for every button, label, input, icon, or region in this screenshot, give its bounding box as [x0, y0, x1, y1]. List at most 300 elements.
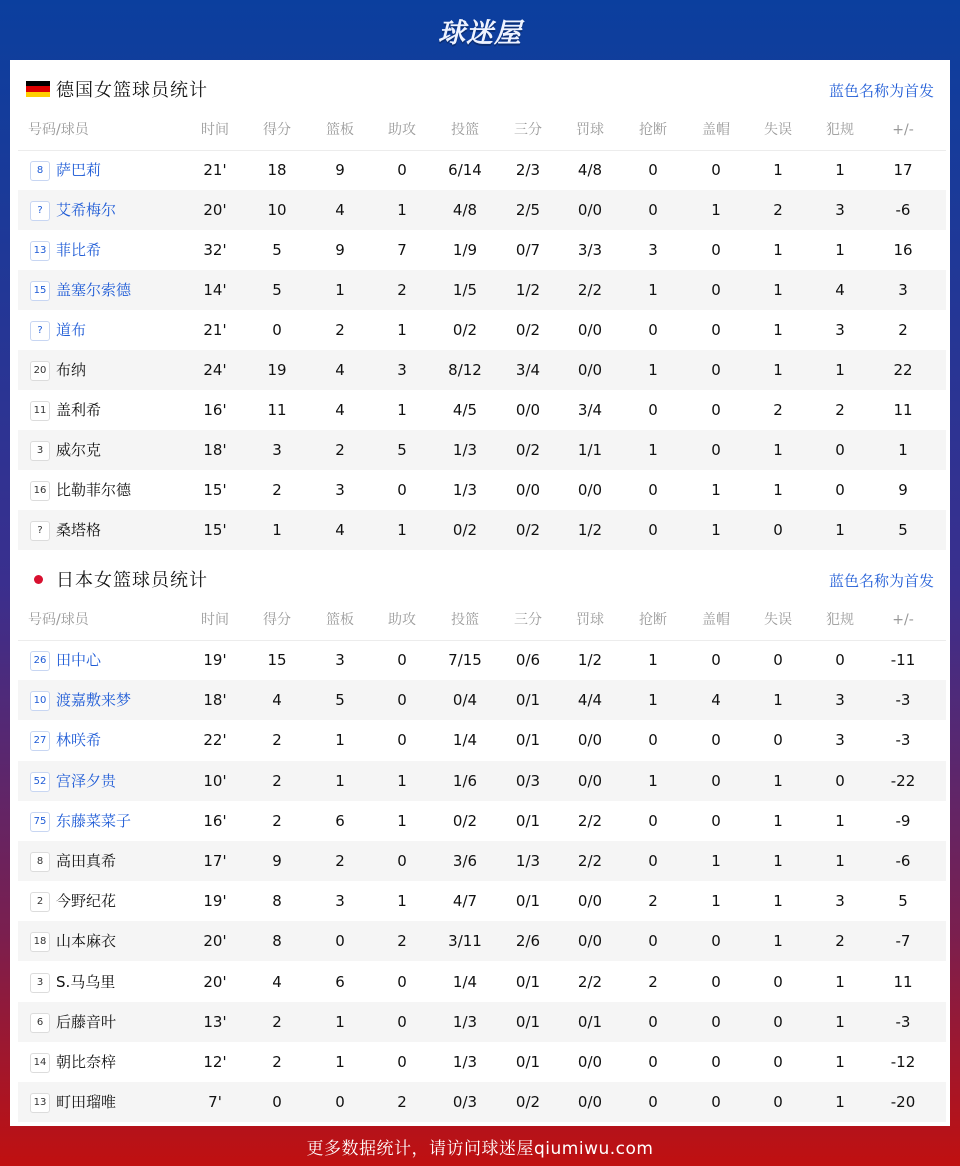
- table-row: [18, 230, 946, 270]
- stat-fouls: 1: [835, 241, 845, 259]
- japan-flag-icon: [26, 571, 50, 587]
- column-header: 篮板: [326, 122, 354, 138]
- jersey-number-badge: 13: [30, 241, 50, 261]
- stat-steals: 0: [648, 1012, 658, 1031]
- stat-minutes: 20': [203, 932, 227, 951]
- stat-rebounds: 1: [335, 281, 345, 299]
- column-header: 篮板: [326, 612, 354, 628]
- germany-starter-note: 蓝色名称为首发: [828, 82, 934, 100]
- stat-assists: 1: [397, 521, 407, 539]
- stat-free-throws: 3/3: [577, 241, 603, 259]
- player-name[interactable]: 今野纪花: [56, 892, 117, 911]
- stat-minutes: 15': [203, 481, 227, 499]
- stat-assists: 7: [397, 241, 407, 259]
- stat-rebounds: 1: [335, 1012, 345, 1031]
- stat-three-pointers: 0/7: [515, 241, 541, 259]
- jersey-number-badge: 16: [30, 481, 50, 501]
- stat-free-throws: 0/0: [577, 481, 603, 499]
- stat-rebounds: 4: [335, 401, 345, 419]
- stat-three-pointers: 0/1: [515, 1053, 541, 1071]
- stat-points: 11: [267, 401, 287, 419]
- stat-free-throws: 2/2: [577, 811, 603, 830]
- stat-field-goals: 4/8: [452, 201, 478, 219]
- stat-plus-minus: 17: [893, 161, 913, 179]
- stat-rebounds: 4: [335, 201, 345, 219]
- stat-points: 2: [272, 481, 282, 499]
- player-name[interactable]: 桑塔格: [56, 521, 102, 539]
- stat-blocks: 0: [711, 441, 721, 459]
- stat-blocks: 0: [711, 771, 721, 790]
- germany-title: 德国女篮球员统计: [56, 80, 208, 101]
- stat-assists: 2: [397, 281, 407, 299]
- stat-three-pointers: 0/1: [515, 892, 541, 911]
- stat-blocks: 0: [711, 972, 721, 991]
- stat-three-pointers: 0/1: [515, 811, 541, 830]
- stat-rebounds: 2: [335, 441, 345, 459]
- stat-blocks: 0: [711, 1012, 721, 1031]
- stat-steals: 2: [648, 972, 658, 991]
- stat-points: 3: [272, 441, 282, 459]
- stat-blocks: 1: [711, 481, 721, 499]
- stat-points: 18: [267, 161, 287, 179]
- player-name[interactable]: 东藤菜菜子: [56, 811, 132, 830]
- stat-points: 2: [272, 1012, 282, 1031]
- stat-minutes: 19': [203, 892, 227, 911]
- stat-field-goals: 1/3: [452, 1012, 478, 1031]
- jersey-number-badge: 75: [30, 812, 50, 832]
- player-name[interactable]: 比勒菲尔德: [56, 481, 132, 499]
- stat-field-goals: 1/3: [452, 441, 478, 459]
- footer-banner[interactable]: [0, 1126, 960, 1166]
- stat-three-pointers: 0/1: [515, 1012, 541, 1031]
- japan-title: 日本女篮球员统计: [56, 570, 208, 591]
- stat-minutes: 16': [203, 811, 227, 830]
- stat-plus-minus: 16: [893, 241, 913, 259]
- stat-field-goals: 3/11: [448, 932, 482, 951]
- jersey-number-badge: 11: [30, 401, 50, 421]
- stat-assists: 0: [397, 972, 407, 991]
- stat-turnovers: 2: [773, 401, 783, 419]
- stat-rebounds: 3: [335, 651, 345, 669]
- column-header: 犯规: [826, 612, 854, 628]
- stat-points: 8: [272, 892, 282, 911]
- player-name[interactable]: 艾希梅尔: [56, 201, 117, 219]
- jersey-number-badge: 52: [30, 772, 50, 792]
- stat-three-pointers: 0/1: [515, 972, 541, 991]
- stat-rebounds: 4: [335, 361, 345, 379]
- stat-field-goals: 1/4: [452, 972, 478, 991]
- stat-three-pointers: 0/1: [515, 691, 541, 710]
- stat-minutes: 22': [203, 731, 227, 750]
- column-header: 失误: [764, 122, 792, 138]
- stat-minutes: 20': [203, 972, 227, 991]
- stat-plus-minus: -6: [895, 201, 911, 219]
- column-header: +/-: [892, 612, 914, 628]
- stat-rebounds: 6: [335, 811, 345, 830]
- stat-fouls: 1: [835, 521, 845, 539]
- stat-three-pointers: 0/6: [515, 651, 541, 669]
- player-name[interactable]: 布纳: [56, 361, 87, 379]
- stat-free-throws: 2/2: [577, 852, 603, 870]
- japan-column-header-row: [18, 600, 946, 641]
- player-name[interactable]: 山本麻衣: [56, 932, 117, 951]
- stat-turnovers: 0: [773, 521, 783, 539]
- column-header: 助攻: [388, 122, 416, 138]
- stat-assists: 2: [397, 1093, 407, 1112]
- column-header: 投篮: [451, 612, 479, 628]
- stat-assists: 1: [397, 811, 407, 830]
- stat-points: 1: [272, 521, 282, 539]
- stat-plus-minus: -3: [895, 1012, 911, 1031]
- column-header: 得分: [263, 122, 291, 138]
- stat-free-throws: 1/2: [577, 521, 603, 539]
- jersey-number-badge: 20: [30, 361, 50, 381]
- stat-minutes: 19': [203, 651, 227, 669]
- stat-rebounds: 9: [335, 241, 345, 259]
- stat-field-goals: 0/2: [452, 321, 478, 339]
- stat-points: 2: [272, 731, 282, 750]
- stat-plus-minus: -22: [890, 771, 916, 790]
- stat-free-throws: 1/1: [577, 441, 603, 459]
- stat-points: 15: [267, 651, 287, 669]
- stat-blocks: 0: [711, 811, 721, 830]
- player-name[interactable]: 盖利希: [56, 401, 102, 419]
- stat-fouls: 1: [835, 161, 845, 179]
- stat-free-throws: 4/8: [577, 161, 603, 179]
- jersey-number-badge: ?: [30, 201, 50, 221]
- stat-assists: 0: [397, 481, 407, 499]
- jersey-number-badge: 27: [30, 731, 50, 751]
- stat-minutes: 14': [203, 281, 227, 299]
- stat-minutes: 10': [203, 771, 227, 790]
- column-header: 时间: [201, 122, 229, 138]
- stat-rebounds: 3: [335, 892, 345, 911]
- stat-fouls: 3: [835, 321, 845, 339]
- stat-minutes: 17': [203, 852, 227, 870]
- column-header: 抢断: [639, 612, 667, 628]
- stat-turnovers: 0: [773, 731, 783, 750]
- stat-turnovers: 1: [773, 321, 783, 339]
- column-header: 得分: [263, 612, 291, 628]
- stat-minutes: 20': [203, 201, 227, 219]
- jersey-number-badge: 2: [30, 892, 50, 912]
- table-row: [18, 310, 946, 350]
- stat-field-goals: 0/2: [452, 521, 478, 539]
- stat-three-pointers: 0/2: [515, 321, 541, 339]
- stat-minutes: 21': [203, 161, 227, 179]
- stat-turnovers: 1: [773, 481, 783, 499]
- player-name[interactable]: 田中心: [56, 651, 102, 669]
- stat-minutes: 16': [203, 401, 227, 419]
- jersey-number-badge: 8: [30, 161, 50, 181]
- stat-steals: 0: [648, 731, 658, 750]
- stat-points: 8: [272, 932, 282, 951]
- stat-three-pointers: 0/0: [515, 401, 541, 419]
- column-header: 助攻: [388, 612, 416, 628]
- stat-blocks: 1: [711, 521, 721, 539]
- germany-flag-icon: [26, 81, 50, 97]
- stat-three-pointers: 2/5: [515, 201, 541, 219]
- stat-field-goals: 1/9: [452, 241, 478, 259]
- stat-steals: 0: [648, 1053, 658, 1071]
- player-name[interactable]: 朝比奈梓: [56, 1053, 117, 1071]
- stat-steals: 1: [648, 441, 658, 459]
- stat-rebounds: 0: [335, 932, 345, 951]
- player-name[interactable]: 萨巴莉: [56, 161, 102, 179]
- jersey-number-badge: 3: [30, 441, 50, 461]
- stat-three-pointers: 2/3: [515, 161, 541, 179]
- stat-plus-minus: 9: [898, 481, 908, 499]
- stat-points: 2: [272, 811, 282, 830]
- stat-plus-minus: 22: [893, 361, 913, 379]
- player-name[interactable]: 渡嘉敷来梦: [56, 691, 132, 710]
- stat-blocks: 0: [711, 1053, 721, 1071]
- column-header: 三分: [514, 612, 542, 628]
- stat-rebounds: 0: [335, 1093, 345, 1112]
- column-header: 三分: [514, 122, 542, 138]
- stat-fouls: 3: [835, 892, 845, 911]
- stat-assists: 0: [397, 651, 407, 669]
- column-header: 投篮: [451, 122, 479, 138]
- stat-rebounds: 4: [335, 521, 345, 539]
- column-header: 号码/球员: [28, 612, 89, 628]
- stat-steals: 2: [648, 892, 658, 911]
- stat-plus-minus: 11: [893, 401, 913, 419]
- jersey-number-badge: 3: [30, 973, 50, 993]
- stat-free-throws: 0/0: [577, 771, 603, 790]
- player-name[interactable]: 林咲希: [56, 731, 102, 750]
- stat-free-throws: 0/0: [577, 201, 603, 219]
- stat-free-throws: 1/2: [577, 651, 603, 669]
- table-row: [18, 640, 946, 680]
- column-header: +/-: [892, 122, 914, 138]
- stat-steals: 1: [648, 771, 658, 790]
- stat-plus-minus: -6: [895, 852, 911, 870]
- stat-field-goals: 4/5: [452, 401, 478, 419]
- stat-three-pointers: 1/2: [515, 281, 541, 299]
- stat-field-goals: 7/15: [448, 651, 482, 669]
- stat-turnovers: 1: [773, 161, 783, 179]
- stat-assists: 1: [397, 321, 407, 339]
- table-row: [18, 720, 946, 760]
- stat-blocks: 4: [711, 691, 721, 710]
- stat-rebounds: 1: [335, 731, 345, 750]
- stat-minutes: 15': [203, 521, 227, 539]
- stat-blocks: 1: [711, 201, 721, 219]
- table-row: [18, 881, 946, 921]
- stat-field-goals: 1/3: [452, 1053, 478, 1071]
- stat-steals: 1: [648, 361, 658, 379]
- table-row: [18, 801, 946, 841]
- top-bar: [0, 0, 960, 60]
- stat-minutes: 24': [203, 361, 227, 379]
- table-row: [18, 510, 946, 550]
- stat-blocks: 0: [711, 241, 721, 259]
- stat-points: 9: [272, 852, 282, 870]
- player-name[interactable]: 后藤音叶: [56, 1012, 117, 1031]
- stat-field-goals: 0/4: [452, 691, 478, 710]
- stat-assists: 3: [397, 361, 407, 379]
- stat-turnovers: 0: [773, 1053, 783, 1071]
- stat-free-throws: 0/0: [577, 361, 603, 379]
- jersey-number-badge: 15: [30, 281, 50, 301]
- jersey-number-badge: 26: [30, 651, 50, 671]
- stat-points: 5: [272, 281, 282, 299]
- stat-plus-minus: -9: [895, 811, 911, 830]
- player-name[interactable]: 高田真希: [56, 852, 117, 870]
- stat-turnovers: 0: [773, 1012, 783, 1031]
- stat-assists: 0: [397, 731, 407, 750]
- stat-plus-minus: -7: [895, 932, 911, 951]
- column-header: 盖帽: [702, 612, 730, 628]
- stat-rebounds: 6: [335, 972, 345, 991]
- stat-fouls: 1: [835, 972, 845, 991]
- stat-steals: 0: [648, 932, 658, 951]
- stat-blocks: 0: [711, 161, 721, 179]
- stat-free-throws: 0/0: [577, 1093, 603, 1112]
- japan-starter-note: 蓝色名称为首发: [828, 572, 934, 590]
- stat-turnovers: 1: [773, 892, 783, 911]
- stat-fouls: 1: [835, 1093, 845, 1112]
- stat-turnovers: 0: [773, 651, 783, 669]
- stat-assists: 1: [397, 892, 407, 911]
- player-name[interactable]: 菲比希: [56, 241, 102, 259]
- stat-assists: 5: [397, 441, 407, 459]
- stat-assists: 0: [397, 1012, 407, 1031]
- player-name[interactable]: 道布: [56, 321, 87, 339]
- table-row: [18, 962, 946, 1002]
- stat-three-pointers: 0/2: [515, 1093, 541, 1112]
- jersey-number-badge: 14: [30, 1053, 50, 1073]
- player-name[interactable]: 盖塞尔索德: [56, 281, 132, 299]
- table-row: [18, 390, 946, 430]
- stat-assists: 0: [397, 852, 407, 870]
- stat-plus-minus: 1: [898, 441, 908, 459]
- column-header: 失误: [764, 612, 792, 628]
- stat-three-pointers: 0/1: [515, 731, 541, 750]
- stat-field-goals: 3/6: [452, 852, 478, 870]
- stat-minutes: 32': [203, 241, 227, 259]
- jersey-number-badge: 10: [30, 691, 50, 711]
- stat-field-goals: 1/6: [452, 771, 478, 790]
- stat-blocks: 0: [711, 1093, 721, 1112]
- stat-plus-minus: -3: [895, 691, 911, 710]
- stat-turnovers: 0: [773, 1093, 783, 1112]
- stat-minutes: 18': [203, 441, 227, 459]
- stat-field-goals: 1/3: [452, 481, 478, 499]
- player-name[interactable]: 威尔克: [56, 441, 102, 459]
- stat-free-throws: 0/0: [577, 321, 603, 339]
- stat-turnovers: 1: [773, 441, 783, 459]
- column-header: 盖帽: [702, 122, 730, 138]
- stat-points: 10: [267, 201, 287, 219]
- table-row: [18, 470, 946, 510]
- stat-minutes: 13': [203, 1012, 227, 1031]
- stat-rebounds: 1: [335, 1053, 345, 1071]
- stat-field-goals: 0/2: [452, 811, 478, 830]
- japan-section-header: [10, 550, 950, 606]
- stat-rebounds: 1: [335, 771, 345, 790]
- stat-minutes: 12': [203, 1053, 227, 1071]
- stat-free-throws: 0/1: [577, 1012, 603, 1031]
- stat-field-goals: 8/12: [448, 361, 482, 379]
- table-row: [18, 190, 946, 230]
- stat-steals: 0: [648, 321, 658, 339]
- stat-fouls: 0: [835, 771, 845, 790]
- table-row: [18, 1042, 946, 1082]
- jersey-number-badge: 13: [30, 1093, 50, 1113]
- stat-three-pointers: 2/6: [515, 932, 541, 951]
- jersey-number-badge: 18: [30, 932, 50, 952]
- stat-turnovers: 1: [773, 691, 783, 710]
- stat-turnovers: 1: [773, 361, 783, 379]
- table-row: [18, 350, 946, 390]
- stat-plus-minus: -20: [890, 1093, 916, 1112]
- stat-minutes: 7': [208, 1093, 222, 1112]
- stat-blocks: 0: [711, 932, 721, 951]
- stat-minutes: 21': [203, 321, 227, 339]
- stat-rebounds: 3: [335, 481, 345, 499]
- column-header: 抢断: [639, 122, 667, 138]
- stat-plus-minus: 11: [893, 972, 913, 991]
- table-row: [18, 921, 946, 961]
- stat-free-throws: 3/4: [577, 401, 603, 419]
- stat-points: 4: [272, 972, 282, 991]
- stat-fouls: 4: [835, 281, 845, 299]
- stat-field-goals: 0/3: [452, 1093, 478, 1112]
- jersey-number-badge: ?: [30, 321, 50, 341]
- stat-turnovers: 0: [773, 972, 783, 991]
- stat-assists: 2: [397, 932, 407, 951]
- stat-rebounds: 5: [335, 691, 345, 710]
- stat-three-pointers: 1/3: [515, 852, 541, 870]
- stat-assists: 1: [397, 201, 407, 219]
- stat-steals: 1: [648, 651, 658, 669]
- stat-blocks: 0: [711, 731, 721, 750]
- stat-fouls: 0: [835, 441, 845, 459]
- player-name[interactable]: 宫泽夕贵: [56, 771, 117, 790]
- table-row: [18, 680, 946, 720]
- stat-assists: 1: [397, 401, 407, 419]
- stat-turnovers: 1: [773, 932, 783, 951]
- stat-blocks: 0: [711, 401, 721, 419]
- jersey-number-badge: ?: [30, 521, 50, 541]
- stat-turnovers: 2: [773, 201, 783, 219]
- stat-points: 2: [272, 1053, 282, 1071]
- stat-points: 2: [272, 771, 282, 790]
- stat-steals: 0: [648, 521, 658, 539]
- table-row: [18, 430, 946, 470]
- column-header: 犯规: [826, 122, 854, 138]
- stat-plus-minus: 2: [898, 321, 908, 339]
- column-header: 时间: [201, 612, 229, 628]
- stat-blocks: 0: [711, 361, 721, 379]
- stat-three-pointers: 0/2: [515, 441, 541, 459]
- stat-assists: 0: [397, 691, 407, 710]
- stat-fouls: 1: [835, 852, 845, 870]
- stat-rebounds: 2: [335, 852, 345, 870]
- stat-blocks: 1: [711, 892, 721, 911]
- stats-panel: [10, 60, 950, 1126]
- table-row: [18, 841, 946, 881]
- stat-free-throws: 0/0: [577, 892, 603, 911]
- stat-fouls: 1: [835, 361, 845, 379]
- player-name[interactable]: S.马乌里: [56, 972, 116, 991]
- player-name[interactable]: 町田瑠唯: [56, 1093, 117, 1112]
- stat-points: 5: [272, 241, 282, 259]
- stat-fouls: 2: [835, 932, 845, 951]
- stat-points: 4: [272, 691, 282, 710]
